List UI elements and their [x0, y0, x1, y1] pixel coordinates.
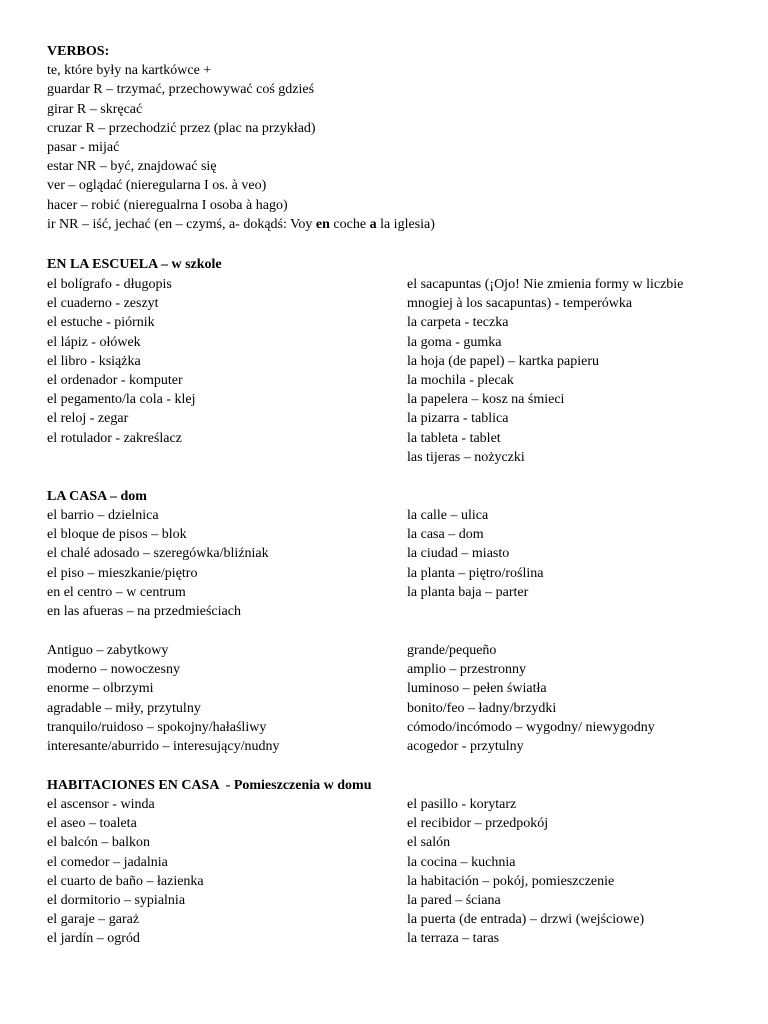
vocab-item: cómodo/incómodo – wygodny/ niewygodny: [407, 719, 655, 735]
vocab-item: moderno – nowoczesny: [47, 662, 180, 678]
ir-bold-a: a: [369, 216, 377, 232]
vocab-item: la planta – piętro/roślina: [407, 565, 544, 581]
school-heading-text: EN LA ESCUELA – w szkole: [47, 257, 222, 272]
ir-text-3: la iglesia): [376, 216, 435, 232]
verb-line: hacer – robić (nieregualrna I osoba à hago): [47, 197, 288, 213]
vocab-item: el pegamento/la cola - klej: [47, 392, 196, 408]
vocab-item: el reloj - zegar: [47, 411, 129, 427]
vocab-item: agradable – miły, przytulny: [47, 700, 201, 716]
vocab-item: la mochila - plecak: [407, 372, 514, 388]
vocab-item: interesante/aburrido – interesujący/nudny: [47, 738, 280, 754]
adjectives-right-column: [407, 641, 655, 756]
vocab-item: el ascensor - winda: [47, 797, 155, 812]
vocab-item: mnogiej à los sacapuntas) - temperówka: [407, 296, 633, 312]
house-right-column: [407, 506, 543, 602]
verb-line: pasar - mijać: [47, 139, 120, 155]
verbs-section: [47, 42, 435, 234]
ir-text-1: ir NR – iść, jechać (en – czymś, a- dokądś: Voy: [47, 216, 316, 232]
vocab-item: Antiguo – zabytkowy: [47, 643, 169, 658]
vocab-item: el estuche - piórnik: [47, 315, 155, 331]
verb-line: guardar R – trzymać, przechowywać coś gdzieś: [47, 82, 315, 98]
vocab-item: la calle – ulica: [407, 508, 489, 523]
vocab-item: la pizarra - tablica: [407, 411, 509, 427]
vocab-item: el barrio – dzielnica: [47, 508, 159, 523]
vocab-item: la goma - gumka: [407, 334, 502, 350]
rooms-heading: [47, 776, 371, 795]
vocab-item: el bolígrafo - długopis: [47, 277, 172, 292]
vocab-item: tranquilo/ruidoso – spokojny/hałaśliwy: [47, 719, 267, 735]
vocab-item: el recibidor – przedpokój: [407, 816, 549, 832]
vocab-item: la habitación – pokój, pomieszczenie: [407, 873, 615, 889]
vocab-item: la papelera – kosz na śmieci: [407, 392, 565, 408]
ir-bold-en: en: [315, 216, 330, 232]
vocab-item: luminoso – pełen światła: [407, 681, 547, 697]
house-left-column: [47, 506, 269, 621]
vocab-item: el sacapuntas (¡Ojo! Nie zmienia formy w liczbie: [407, 277, 684, 292]
vocab-item: la hoja (de papel) – kartka papieru: [407, 353, 600, 369]
verb-line-ir: [47, 215, 435, 234]
vocab-item: el dormitorio – sypialnia: [47, 892, 186, 908]
vocab-item: el jardín – ogród: [47, 931, 140, 947]
rooms-left-column: [47, 795, 204, 949]
school-right-column: [407, 275, 683, 467]
vocab-item: bonito/feo – ładny/brzydki: [407, 700, 557, 716]
vocab-item: el comedor – jadalnia: [47, 854, 168, 870]
verb-line: te, które były na kartkówce +: [47, 63, 212, 79]
house-heading-text: LA CASA – dom: [47, 489, 147, 504]
vocab-item: las tijeras – nożyczki: [407, 449, 525, 465]
verb-line: ver – oglądać (nieregularna I os. à veo): [47, 178, 267, 194]
vocab-item: enorme – olbrzymi: [47, 681, 154, 697]
vocab-item: el ordenador - komputer: [47, 372, 183, 388]
vocab-item: la ciudad – miasto: [407, 546, 510, 562]
vocab-item: el cuarto de baño – łazienka: [47, 873, 204, 889]
vocab-item: el chalé adosado – szeregówka/bliźniak: [47, 546, 269, 562]
verbs-heading: VERBOS:: [47, 44, 110, 59]
vocab-item: la terraza – taras: [407, 931, 500, 947]
school-left-column: [47, 275, 196, 448]
vocab-item: la tableta - tablet: [407, 430, 501, 446]
vocab-item: el libro - książka: [47, 353, 141, 369]
house-heading: [47, 487, 147, 506]
verb-line: girar R – skręcać: [47, 101, 143, 117]
vocab-item: la carpeta - teczka: [407, 315, 509, 331]
verbs-list: [47, 61, 435, 234]
vocab-item: el pasillo - korytarz: [407, 797, 517, 812]
rooms-heading-text: HABITACIONES EN CASA - Pomieszczenia w domu: [47, 778, 372, 793]
vocab-item: en el centro – w centrum: [47, 584, 186, 600]
vocab-item: en las afueras – na przedmieściach: [47, 603, 241, 619]
vocab-item: amplio – przestronny: [407, 662, 526, 678]
vocab-item: el cuaderno - zeszyt: [47, 296, 159, 312]
vocab-item: el piso – mieszkanie/piętro: [47, 565, 198, 581]
vocab-item: acogedor - przytulny: [407, 738, 524, 754]
vocab-item: grande/pequeño: [407, 643, 497, 658]
vocab-item: el salón: [407, 835, 451, 851]
vocab-item: el balcón – balkon: [47, 835, 151, 851]
ir-text-2: coche: [329, 216, 370, 232]
verb-line: estar NR – być, znajdować się: [47, 159, 217, 175]
vocab-item: la pared – ściana: [407, 892, 501, 908]
vocab-item: la cocina – kuchnia: [407, 854, 516, 870]
vocab-item: el lápiz - ołówek: [47, 334, 141, 350]
vocab-item: la casa – dom: [407, 527, 484, 543]
vocab-item: el aseo – toaleta: [47, 816, 137, 832]
verb-line: cruzar R – przechodzić przez (plac na przykład): [47, 120, 316, 136]
vocab-item: la planta baja – parter: [407, 584, 529, 600]
vocab-item: la puerta (de entrada) – drzwi (wejściowe): [407, 912, 645, 928]
vocab-item: el rotulador - zakreślacz: [47, 430, 182, 446]
adjectives-left-column: [47, 641, 279, 756]
vocab-item: el bloque de pisos – blok: [47, 527, 187, 543]
vocab-item: el garaje – garaż: [47, 912, 140, 928]
school-heading: [47, 255, 222, 274]
rooms-right-column: [407, 795, 644, 949]
